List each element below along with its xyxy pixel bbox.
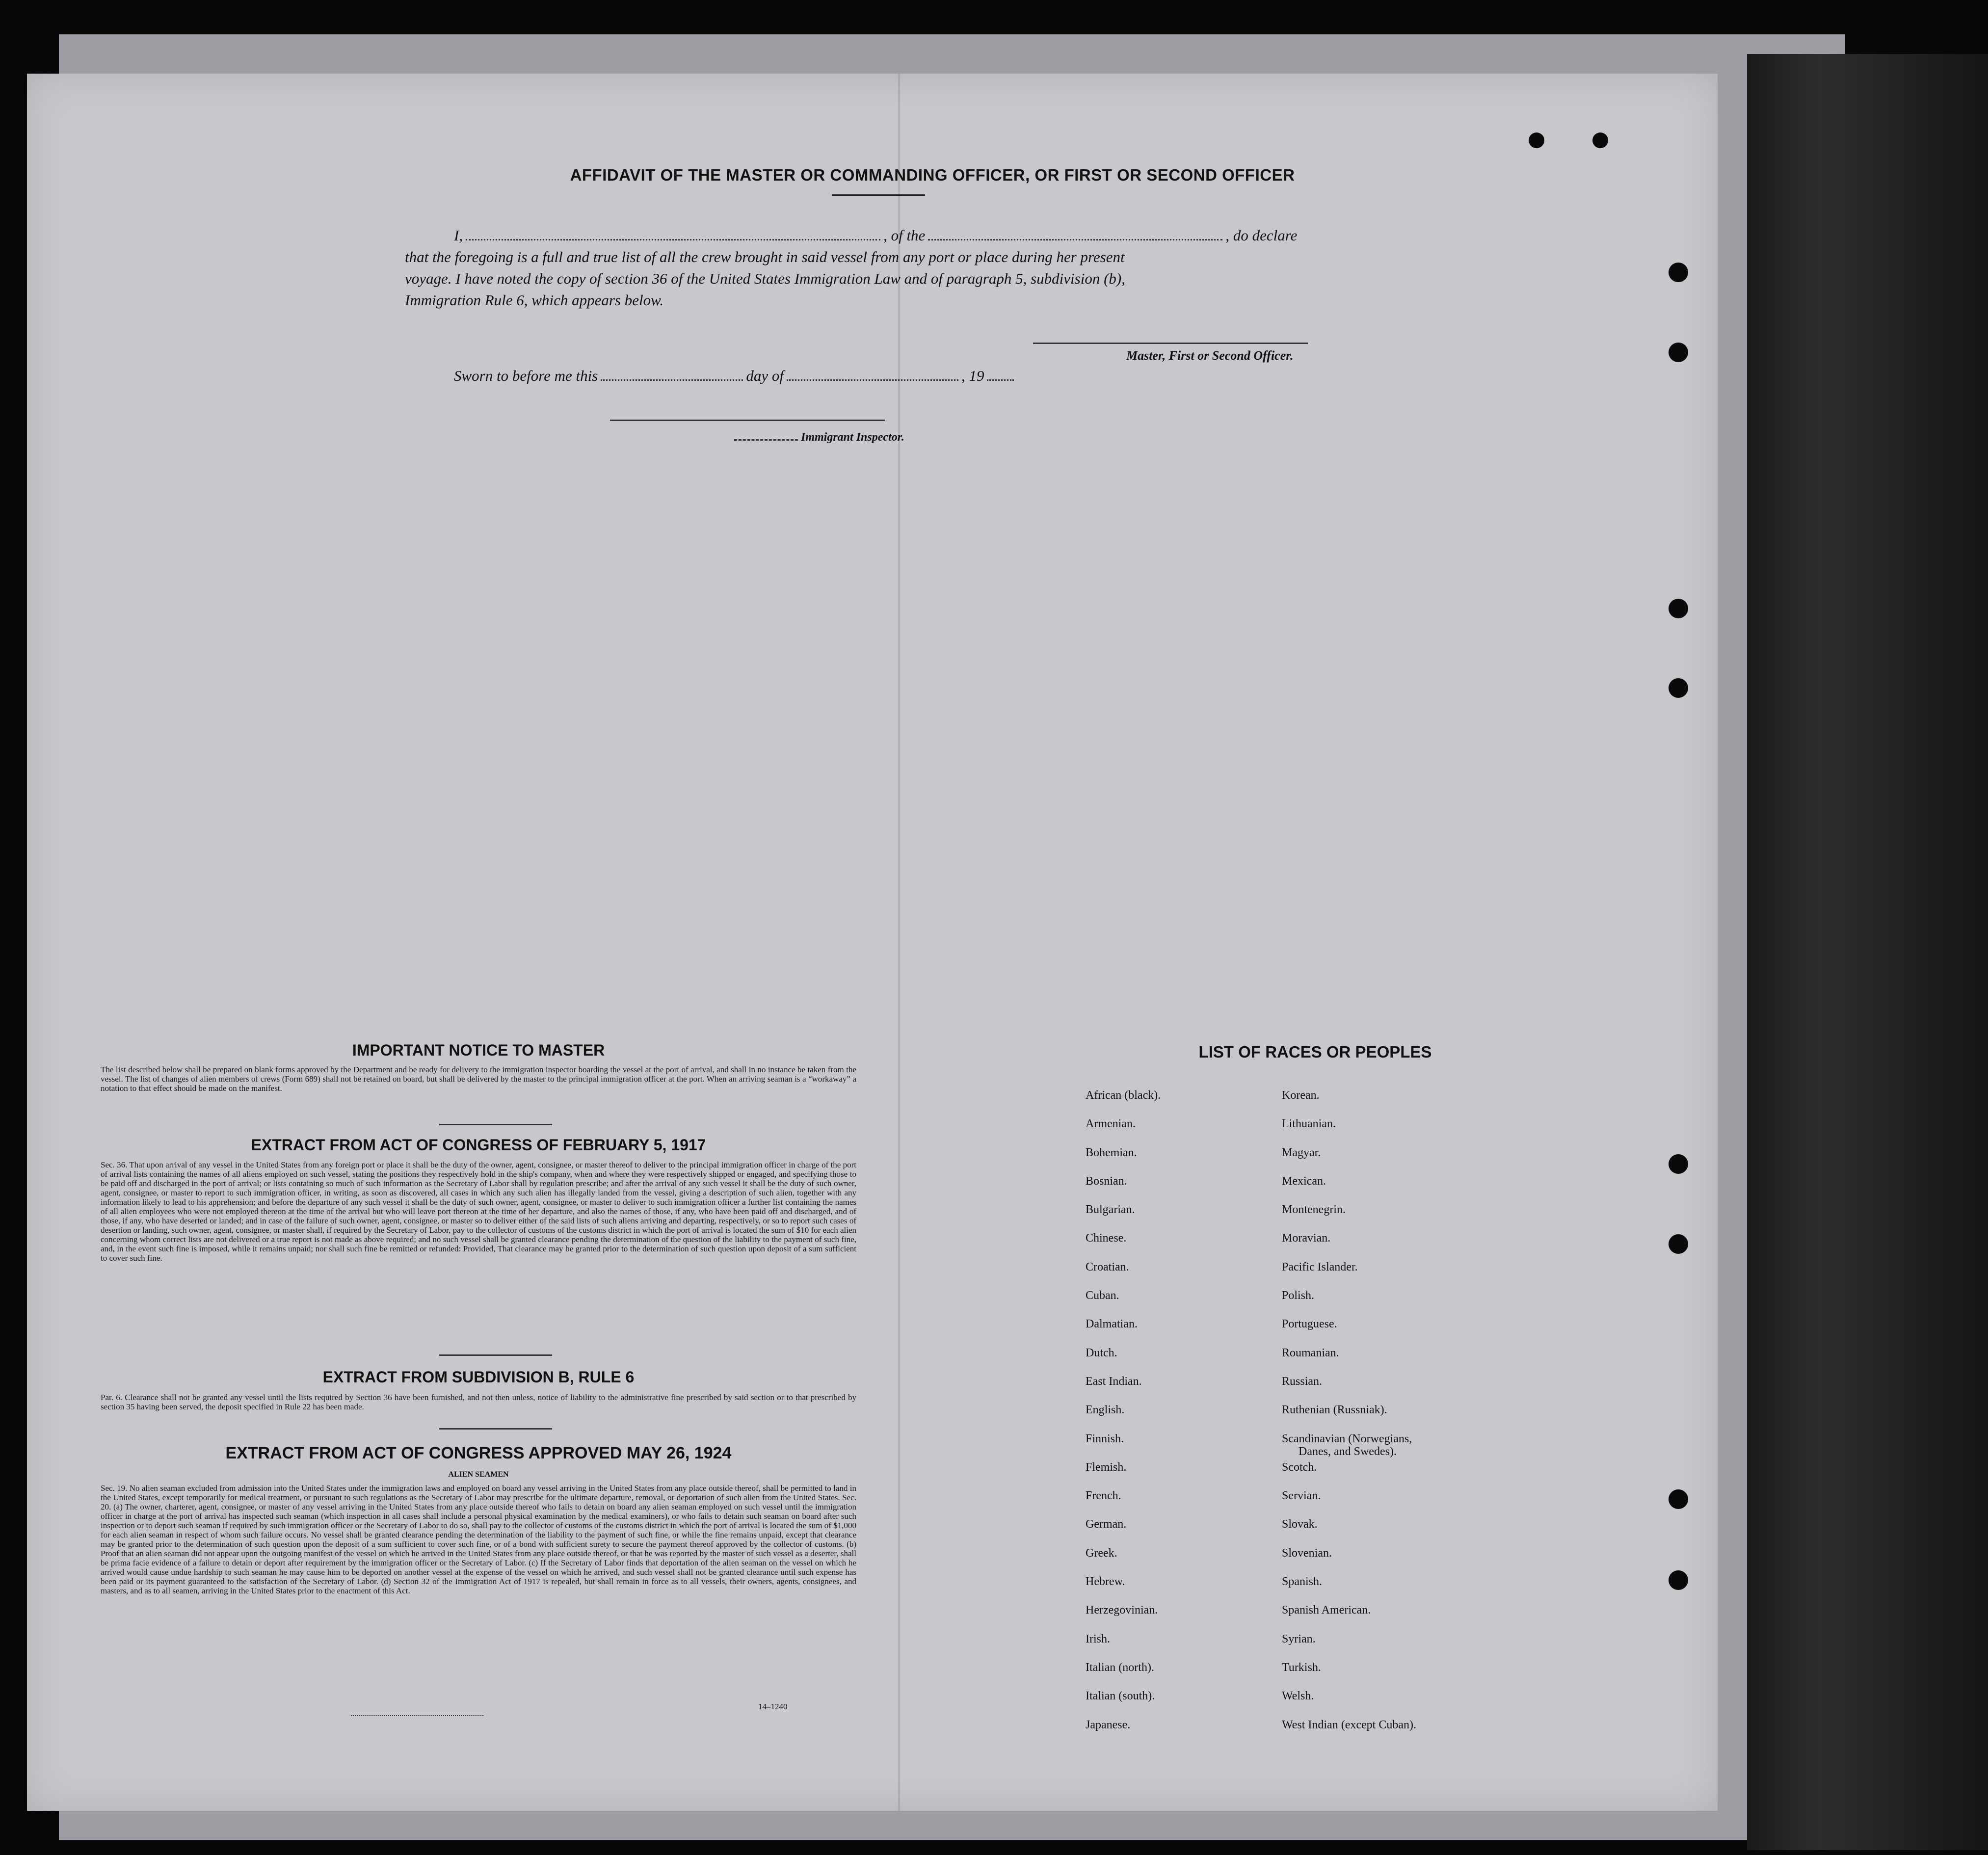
race-item: Croatian.: [1086, 1260, 1129, 1273]
affidavit-line-1: [454, 227, 1297, 244]
race-item: Italian (south).: [1086, 1690, 1155, 1703]
race-item: Japanese.: [1086, 1718, 1131, 1731]
act-1924-subtitle: ALIEN SEAMEN: [448, 1470, 509, 1479]
race-item: Finnish.: [1086, 1432, 1124, 1445]
punch-hole: [1669, 599, 1688, 618]
race-item: [1282, 1432, 1416, 1460]
race-item: Polish.: [1282, 1289, 1315, 1302]
race-item: Herzegovinian.: [1086, 1604, 1158, 1617]
race-item: Armenian.: [1086, 1117, 1136, 1131]
race-item: Turkish.: [1282, 1661, 1321, 1674]
race-item: Magyar.: [1282, 1146, 1321, 1159]
blank-month: [787, 378, 958, 381]
sworn-mid: day of: [746, 367, 784, 384]
race-item: African (black).: [1086, 1089, 1161, 1102]
race-item: Italian (north).: [1086, 1661, 1154, 1674]
document-sheet: [27, 74, 1718, 1811]
act-1924-title: EXTRACT FROM ACT OF CONGRESS APPROVED MAY 26, 1924: [225, 1444, 732, 1462]
race-item: Irish.: [1086, 1632, 1110, 1645]
section-rule: [439, 1428, 552, 1430]
race-item: Korean.: [1282, 1089, 1320, 1102]
punch-hole: [1669, 678, 1688, 698]
race-item: Bulgarian.: [1086, 1203, 1135, 1217]
section-rule: [439, 1354, 552, 1356]
races-title: LIST OF RACES OR PEOPLES: [1198, 1043, 1432, 1061]
punch-hole: [1529, 132, 1544, 148]
sworn-end: , 19: [961, 367, 984, 384]
race-item: Cuban.: [1086, 1289, 1119, 1302]
race-item: Mexican.: [1282, 1174, 1326, 1188]
race-item: Bosnian.: [1086, 1174, 1127, 1188]
race-item: Chinese.: [1086, 1232, 1127, 1245]
race-item: Roumanian.: [1282, 1346, 1339, 1359]
races-left-column: [1086, 1088, 1161, 1747]
signature-line: [1033, 343, 1308, 344]
race-item: Ruthenian (Russniak).: [1282, 1404, 1387, 1417]
race-item: English.: [1086, 1404, 1125, 1417]
race-item: Spanish.: [1282, 1575, 1323, 1589]
act-1917-title: EXTRACT FROM ACT OF CONGRESS OF FEBRUARY 5, 1917: [251, 1136, 706, 1154]
race-item: French.: [1086, 1489, 1121, 1503]
races-right-column: [1282, 1088, 1416, 1747]
punch-hole: [1669, 1489, 1688, 1509]
page-fold: [898, 74, 900, 1811]
punch-hole: [1592, 132, 1608, 148]
race-item: Slovak.: [1282, 1518, 1318, 1531]
affidavit-title: AFFIDAVIT OF THE MASTER OR COMMANDING OFFICER, OR FIRST OR SECOND OFFICER: [570, 166, 1295, 184]
signature-caption: Master, First or Second Officer.: [1126, 348, 1294, 363]
inspector-signature-line: [610, 420, 885, 421]
notice-title: IMPORTANT NOTICE TO MASTER: [352, 1041, 605, 1059]
blank-day: [601, 378, 743, 381]
punch-hole: [1669, 1570, 1688, 1590]
binder-edge: [1747, 54, 1988, 1850]
race-item: Moravian.: [1282, 1232, 1331, 1245]
affidavit-line1-end: , do declare: [1225, 227, 1298, 244]
punch-hole: [1669, 263, 1688, 282]
affidavit-line1-mid: , of the: [883, 227, 926, 244]
affidavit-line-4: Immigration Rule 6, which appears below.: [405, 292, 664, 309]
race-item: East Indian.: [1086, 1375, 1142, 1388]
race-item: Lithuanian.: [1282, 1117, 1336, 1131]
race-item: Pacific Islander.: [1282, 1260, 1358, 1273]
race-item: Spanish American.: [1282, 1604, 1371, 1617]
sworn-start: Sworn to before me this: [454, 367, 598, 384]
race-item: German.: [1086, 1518, 1127, 1531]
sworn-line: [454, 367, 1017, 385]
punch-hole: [1669, 1154, 1688, 1174]
race-item: Hebrew.: [1086, 1575, 1125, 1589]
race-item: Slovenian.: [1282, 1546, 1332, 1560]
punch-hole: [1669, 343, 1688, 362]
race-item: Dutch.: [1086, 1346, 1117, 1359]
notice-body: The list described below shall be prepared on blank forms approved by the Department and be ready for delivery to the immigration inspector boarding the vessel at the port of arrival, and shall in no instance be taken from the vessel. The list of changes of alien members of crews (Form 689) shall not be retained on board, but shall be delivered by the master to the principal immigration officer at the port. When an arriving seaman is a “workaway” a notation to that effect should be made on the manifest.: [101, 1065, 856, 1093]
race-item: Scotch.: [1282, 1460, 1317, 1474]
affidavit-line-2: that the foregoing is a full and true list of all the crew brought in said vessel from any port or place during her present: [405, 248, 1125, 265]
race-item: West Indian (except Cuban).: [1282, 1718, 1416, 1731]
race-item-scandinavian-cont: Danes, and Swedes).: [1299, 1445, 1397, 1458]
inspector-caption: [731, 431, 904, 444]
blank-inspector: [734, 438, 798, 441]
race-item: Servian.: [1282, 1489, 1321, 1503]
rule6-body: Par. 6. Clearance shall not be granted any vessel until the lists required by Section 36 have been furnished, and not then unless, notice of liability to the administrative fine prescribed by said section or to that prescribed by section 35 having been served, the deposit specified in Rule 22 has been made.: [101, 1393, 856, 1411]
blank-name: [466, 238, 880, 240]
race-item-scandinavian: Scandinavian (Norwegians,: [1282, 1432, 1412, 1445]
inspector-caption-text: Immigrant Inspector.: [801, 431, 904, 444]
form-number: 14–1240: [758, 1702, 788, 1711]
rule6-title: EXTRACT FROM SUBDIVISION B, RULE 6: [322, 1368, 635, 1386]
affidavit-line1-start: I,: [454, 227, 463, 244]
title-rule: [832, 194, 925, 196]
act-1917-body: Sec. 36. That upon arrival of any vessel in the United States from any foreign port or place it shall be the duty of the owner, agent, consignee, or master thereof to deliver to the principal immigration officer in charge of the port of arrival lists containing the names of all aliens employed on such vessel, stating the positions they respectively hold in the ship's company, when and where they were respectively shipped or engaged, and specifying those to be paid off and discharged in the port of arrival; or lists containing so much of such information as the Secretary of Labor shall by regulation prescribe; and after the arrival of any such vessel it shall be the duty of such owner, agent, consignee, or master to report to such immigration officer, in writing, as soon as discovered, all cases in which any such alien has illegally landed from the vessel, giving a description of such alien, together with any information likely to lead to his apprehension; and before the departure of any such vessel it shall be the duty of such owner, agent, consignee, or master to deliver to such immigration officer a further list containing the names of all alien employees who were not employed thereon at the time of the arrival but who will leave port thereon at the time of her departure, and also the names of those, if any, who have been paid off and discharged, and of those, if any, who have deserted or landed; and in case of the failure of such owner, agent, consignee, or master so to deliver either of the said lists of such aliens arriving and departing, respectively, or so to report such cases of desertion or landing, such owner, agent, consignee, or master shall, if required by the Secretary of Labor, pay to the collector of customs of the customs district in which the port of arrival is located the sum of $10 for each alien concerning whom correct lists are not delivered or a true report is not made as above required; and no such vessel shall be granted clearance pending the determination of the question of the liability to the payment of such fine, and, in the event such fine is imposed, while it remains unpaid; nor shall such fine be remitted or refunded: Provided, That clearance may be granted prior to the determination of such question upon deposit of a sum sufficient to cover such fine.: [101, 1160, 856, 1263]
printer-imprint-mark: [351, 1715, 483, 1719]
section-rule: [439, 1124, 552, 1125]
race-item: Bohemian.: [1086, 1146, 1137, 1159]
race-item: Welsh.: [1282, 1690, 1314, 1703]
race-item: Greek.: [1086, 1546, 1117, 1560]
race-item: Dalmatian.: [1086, 1318, 1138, 1331]
blank-year: [987, 378, 1014, 381]
race-item: Montenegrin.: [1282, 1203, 1346, 1217]
punch-hole: [1669, 1234, 1688, 1254]
race-item: Portuguese.: [1282, 1318, 1337, 1331]
race-item: Syrian.: [1282, 1632, 1316, 1645]
affidavit-line-3: voyage. I have noted the copy of section 36 of the United States Immigration Law and of paragraph 5, subdivision (b),: [405, 270, 1125, 287]
blank-vessel: [928, 238, 1222, 240]
act-1924-body: Sec. 19. No alien seaman excluded from admission into the United States under the immigration laws and employed on board any vessel arriving in the United States from any place outside thereof, shall be permitted to land in the United States, except temporarily for medical treatment, or pursuant to such regulations as the Secretary of Labor may prescribe for the ultimate departure, removal, or deportation of such alien from the United States. Sec. 20. (a) The owner, charterer, agent, consignee, or master of any vessel arriving in the United States from any place outside thereof who fails to detain on board any alien seaman employed on such vessel until the immigration officer in charge at the port of arrival has inspected such seaman (which inspection in all cases shall include a personal physical examination by the medical examiners), or who fails to detain such seaman on board after such inspection or to deport such seaman if required by such immigration officer or the Secretary of Labor to do so, shall pay to the collector of customs of the customs district in which the port of arrival is located the sum of $1,000 for each alien seaman in respect of whom such failure occurs. No vessel shall be granted clearance pending the determination of the liability to the payment of such fine, or while the fine remains unpaid, except that clearance may be granted prior to the determination of such question upon the deposit of a sum sufficient to cover such fine, or of a bond with sufficient surety to secure the payment thereof approved by the collector of customs. (b) Proof that an alien seaman did not appear upon the outgoing manifest of the vessel on which he arrived in the United States from any place outside thereof, or that he was reported by the master of such vessel as a deserter, shall be prima facie evidence of a failure to detain or deport after requirement by the immigration officer or the Secretary of Labor. (c) If the Secretary of Labor finds that deportation of the alien seaman on the vessel on which he arrived would cause undue hardship to such seaman he may cause him to be deported on another vessel at the expense of the vessel on which he arrived, and such vessel shall not be granted clearance until such expense has been paid or its payment guaranteed to the satisfaction of the Secretary of Labor. (d) Section 32 of the Immigration Act of 1917 is repealed, but shall remain in force as to all vessels, their owners, agents, consignees, and masters, and as to all seamen, arriving in the United States prior to the enactment of this Act.: [101, 1484, 856, 1595]
race-item: Russian.: [1282, 1375, 1323, 1388]
race-item: Flemish.: [1086, 1460, 1127, 1474]
